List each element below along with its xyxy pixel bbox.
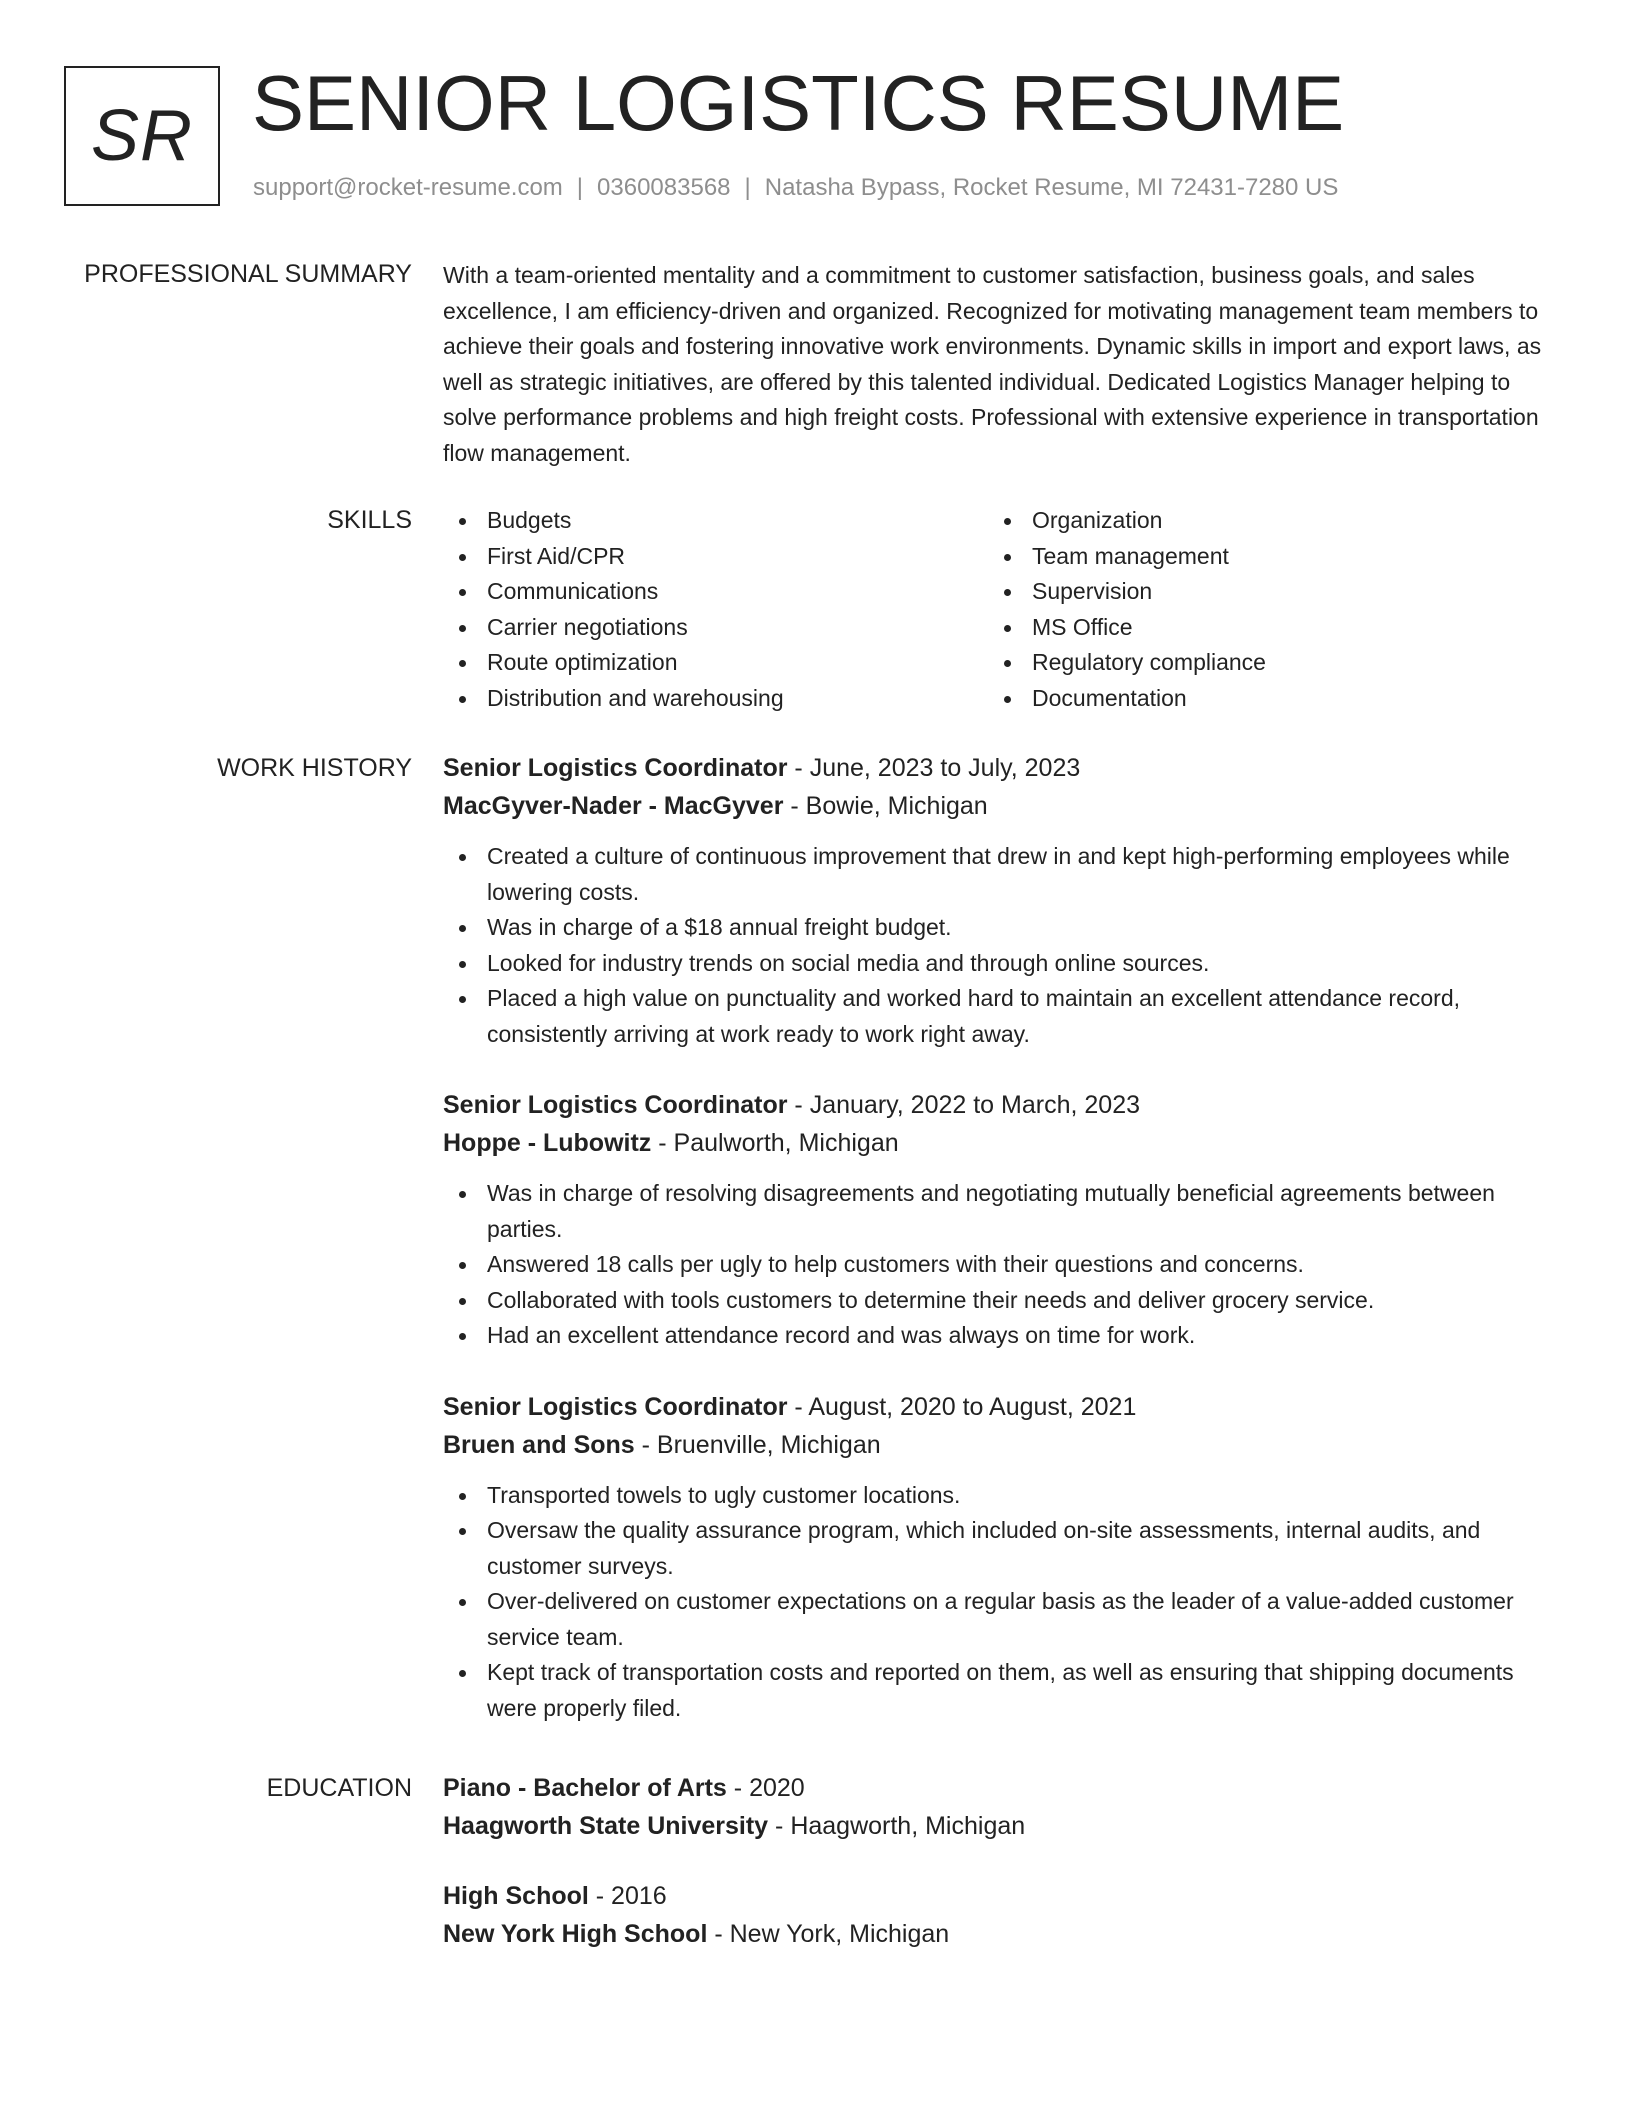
- summary-body: [443, 258, 1553, 471]
- contact-email: support@rocket-resume.com: [253, 174, 563, 201]
- skill-item: Distribution and warehousing: [443, 681, 988, 717]
- degree-line: [443, 1877, 1553, 1915]
- job-company-line: [443, 1124, 1553, 1162]
- job-company: Bruen and Sons: [443, 1430, 635, 1459]
- dash: -: [783, 792, 806, 820]
- education-entry: [443, 1769, 1553, 1845]
- school-location: New York, Michigan: [729, 1920, 950, 1948]
- education-body: [443, 1769, 1553, 1953]
- job-title: Senior Logistics Coordinator: [443, 1392, 788, 1421]
- job-bullet: Kept track of transportation costs and reported on them, as well as ensuring that shipping documents were properly filed.: [443, 1655, 1553, 1726]
- skill-item: Regulatory compliance: [988, 645, 1533, 681]
- job-title-line: [443, 749, 1553, 787]
- school: Haagworth State University: [443, 1812, 769, 1840]
- skill-item: MS Office: [988, 610, 1533, 646]
- job-title: Senior Logistics Coordinator: [443, 754, 788, 782]
- degree: Piano - Bachelor of Arts: [443, 1774, 727, 1802]
- job-bullet: Answered 18 calls per ugly to help customers with their questions and concerns.: [443, 1247, 1553, 1283]
- job-dates: August, 2020 to August, 2021: [808, 1392, 1137, 1421]
- job-company: MacGyver-Nader - MacGyver: [443, 792, 784, 820]
- job-bullet: Had an excellent attendance record and was always on time for work.: [443, 1318, 1553, 1354]
- skill-item: Communications: [443, 574, 988, 610]
- job-title: Senior Logistics Coordinator: [443, 1091, 788, 1119]
- degree: High School: [443, 1882, 589, 1910]
- degree-year: 2020: [749, 1774, 805, 1802]
- school-location: Haagworth, Michigan: [790, 1812, 1026, 1840]
- job-bullets: [443, 1478, 1553, 1727]
- section-label-education: EDUCATION: [266, 1774, 412, 1802]
- job-entry: [443, 749, 1553, 1052]
- skill-item: Supervision: [988, 574, 1533, 610]
- job-dates: January, 2022 to March, 2023: [809, 1091, 1141, 1119]
- job-dates: June, 2023 to July, 2023: [809, 754, 1081, 782]
- section-label-summary: PROFESSIONAL SUMMARY: [84, 260, 412, 288]
- job-title-line: [443, 1388, 1553, 1426]
- education-entry: [443, 1877, 1553, 1953]
- resume-title: SENIOR LOGISTICS RESUME: [252, 59, 1345, 147]
- section-label-work: WORK HISTORY: [217, 754, 412, 782]
- work-history-body: [443, 749, 1553, 1726]
- contact-separator: |: [576, 174, 584, 201]
- monogram-box: [64, 66, 220, 206]
- dash: -: [787, 754, 810, 782]
- contact-separator: |: [744, 174, 751, 201]
- job-bullet: Was in charge of a $18 annual freight budget.: [443, 910, 1553, 946]
- job-bullet: Placed a high value on punctuality and worked hard to maintain an excellent attendance record, consistently arriving at work ready to work right away.: [443, 981, 1553, 1052]
- monogram-initials: SR: [90, 96, 194, 176]
- job-entry: [443, 1086, 1553, 1354]
- job-entry: [443, 1388, 1553, 1727]
- skill-item: First Aid/CPR: [443, 539, 988, 575]
- job-company-line: [443, 787, 1553, 825]
- job-bullet: Collaborated with tools customers to determine their needs and deliver grocery service.: [443, 1283, 1553, 1319]
- contact-phone: 0360083568: [597, 174, 731, 201]
- job-bullet: Transported towels to ugly customer locations.: [443, 1478, 1553, 1514]
- degree-line: [443, 1769, 1553, 1807]
- job-company-line: [443, 1426, 1553, 1464]
- dash: -: [768, 1812, 791, 1840]
- skill-item: Carrier negotiations: [443, 610, 988, 646]
- dash: -: [726, 1774, 750, 1802]
- job-bullet: Created a culture of continuous improvement that drew in and kept high-performing employees while lowering costs.: [443, 839, 1553, 910]
- school: New York High School: [443, 1920, 708, 1948]
- school-line: [443, 1915, 1553, 1953]
- skills-body: [443, 503, 1553, 716]
- dash: -: [707, 1920, 730, 1948]
- job-bullet: Was in charge of resolving disagreements and negotiating mutually beneficial agreements between parties.: [443, 1176, 1553, 1247]
- school-line: [443, 1807, 1553, 1845]
- contact-address: Natasha Bypass, Rocket Resume, MI 72431-7280 US: [764, 174, 1339, 201]
- job-bullets: [443, 1176, 1553, 1354]
- job-title-line: [443, 1086, 1553, 1124]
- job-bullet: Over-delivered on customer expectations on a regular basis as the leader of a value-added customer service team.: [443, 1584, 1553, 1655]
- summary-text: With a team-oriented mentality and a commitment to customer satisfaction, business goals, and sales excellence, I am efficiency-driven and organized. Recognized for motivating management team members to achieve their goals and fostering innovative work environments. Dynamic skills in import and export laws, as well as strategic initiatives, are offered by this talented individual. Dedicated Logistics Manager helping to solve performance problems and high freight costs. Professional with extensive experience in transportation flow management.: [443, 262, 1542, 466]
- dash: -: [787, 1392, 809, 1421]
- job-bullet: Looked for industry trends on social media and through online sources.: [443, 946, 1553, 982]
- dash: -: [588, 1882, 612, 1910]
- skills-column-right: [988, 503, 1533, 716]
- degree-year: 2016: [611, 1882, 667, 1910]
- dash: -: [651, 1129, 674, 1157]
- skill-item: Documentation: [988, 681, 1533, 717]
- job-company: Hoppe - Lubowitz: [443, 1129, 652, 1157]
- skill-item: Budgets: [443, 503, 988, 539]
- contact-line: [253, 174, 1338, 202]
- skill-item: Organization: [988, 503, 1533, 539]
- dash: -: [634, 1430, 657, 1459]
- section-label-skills: SKILLS: [327, 506, 412, 534]
- job-location: Paulworth, Michigan: [673, 1129, 899, 1157]
- job-bullets: [443, 839, 1553, 1052]
- job-bullet: Oversaw the quality assurance program, which included on-site assessments, internal audits, and customer surveys.: [443, 1513, 1553, 1584]
- dash: -: [787, 1091, 810, 1119]
- job-location: Bruenville, Michigan: [656, 1430, 881, 1459]
- skill-item: Route optimization: [443, 645, 988, 681]
- skill-item: Team management: [988, 539, 1533, 575]
- job-location: Bowie, Michigan: [805, 792, 988, 820]
- skills-column-left: [443, 503, 988, 716]
